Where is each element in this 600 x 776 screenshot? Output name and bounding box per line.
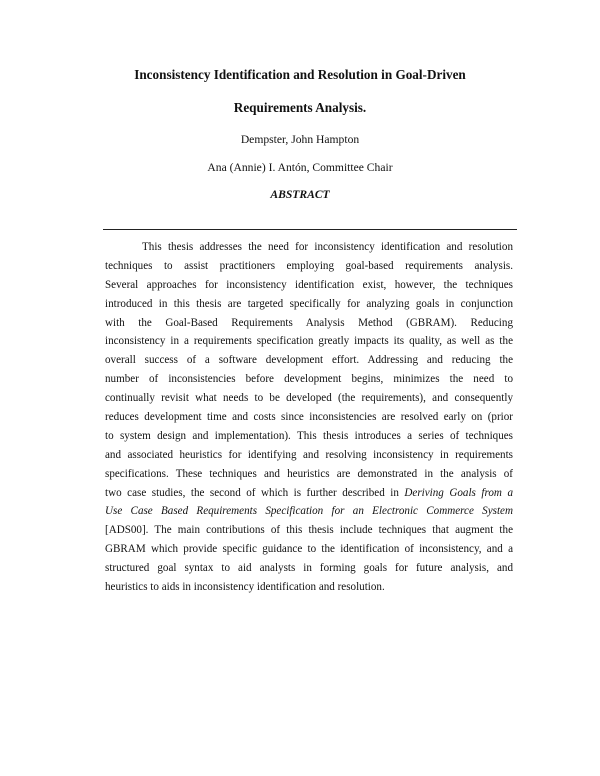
abstract-line: GBRAM which provide specific guidance to the identification of inconsistency, and a [105,543,513,556]
abstract-line: heuristics to aids in inconsistency identification and resolution. [105,581,385,594]
abstract-line-citation [105,484,513,503]
abstract-line: Several approaches for inconsistency identification exist, however, the techniques [105,278,513,291]
cited-title-part-2: Use Case Based Requirements Specification for an Electronic Commerce System [105,505,513,518]
committee-chair: Ana (Annie) I. Antón, Committee Chair [207,161,393,174]
abstract-line: overall success of a software development effort. Addressing and reducing the [105,354,513,367]
abstract-line: to system design and implementation). This thesis introduces a series of techniques [105,429,513,442]
abstract-line: introduced in this thesis are targeted specifically for analyzing goals in conjunction [105,297,513,310]
abstract-body [105,238,513,597]
thesis-title-line-2: Requirements Analysis. [233,100,367,115]
horizontal-rule [103,229,517,230]
cited-title-part-1: Deriving Goals from a [404,486,513,499]
abstract-line: specifications. These techniques and heuristics are demonstrated in the analysis of [105,467,513,480]
abstract-line: with the Goal-Based Requirements Analysis Method (GBRAM). Reducing [105,316,513,329]
abstract-line: This thesis addresses the need for inconsistency identification and resolution [142,241,513,253]
abstract-heading: ABSTRACT [270,188,330,201]
abstract-line: number of inconsistencies before development begins, minimizes the need to [105,373,513,386]
abstract-line: [ADS00]. The main contributions of this thesis include techniques that augment the [105,524,513,537]
abstract-line: reduces development time and costs since inconsistencies are resolved early on (prior [105,411,513,424]
abstract-line: continually revisit what needs to be developed (the requirements), and consequently [105,392,513,405]
thesis-title-line-1: Inconsistency Identification and Resolution in Goal-Driven [134,67,466,82]
abstract-line: structured goal syntax to aid analysts in forming goals for future analysis, and [105,562,513,575]
abstract-line: techniques to assist practitioners employing goal-based requirements analysis. [105,259,513,272]
abstract-line-prefix: two case studies, the second of which is further described in [105,486,405,499]
author-name: Dempster, John Hampton [240,133,360,146]
abstract-line: inconsistency in a requirements specification greatly impacts its quality, as well as the [105,335,513,348]
abstract-line: and associated heuristics for identifying and resolving inconsistency in requirements [105,448,513,461]
